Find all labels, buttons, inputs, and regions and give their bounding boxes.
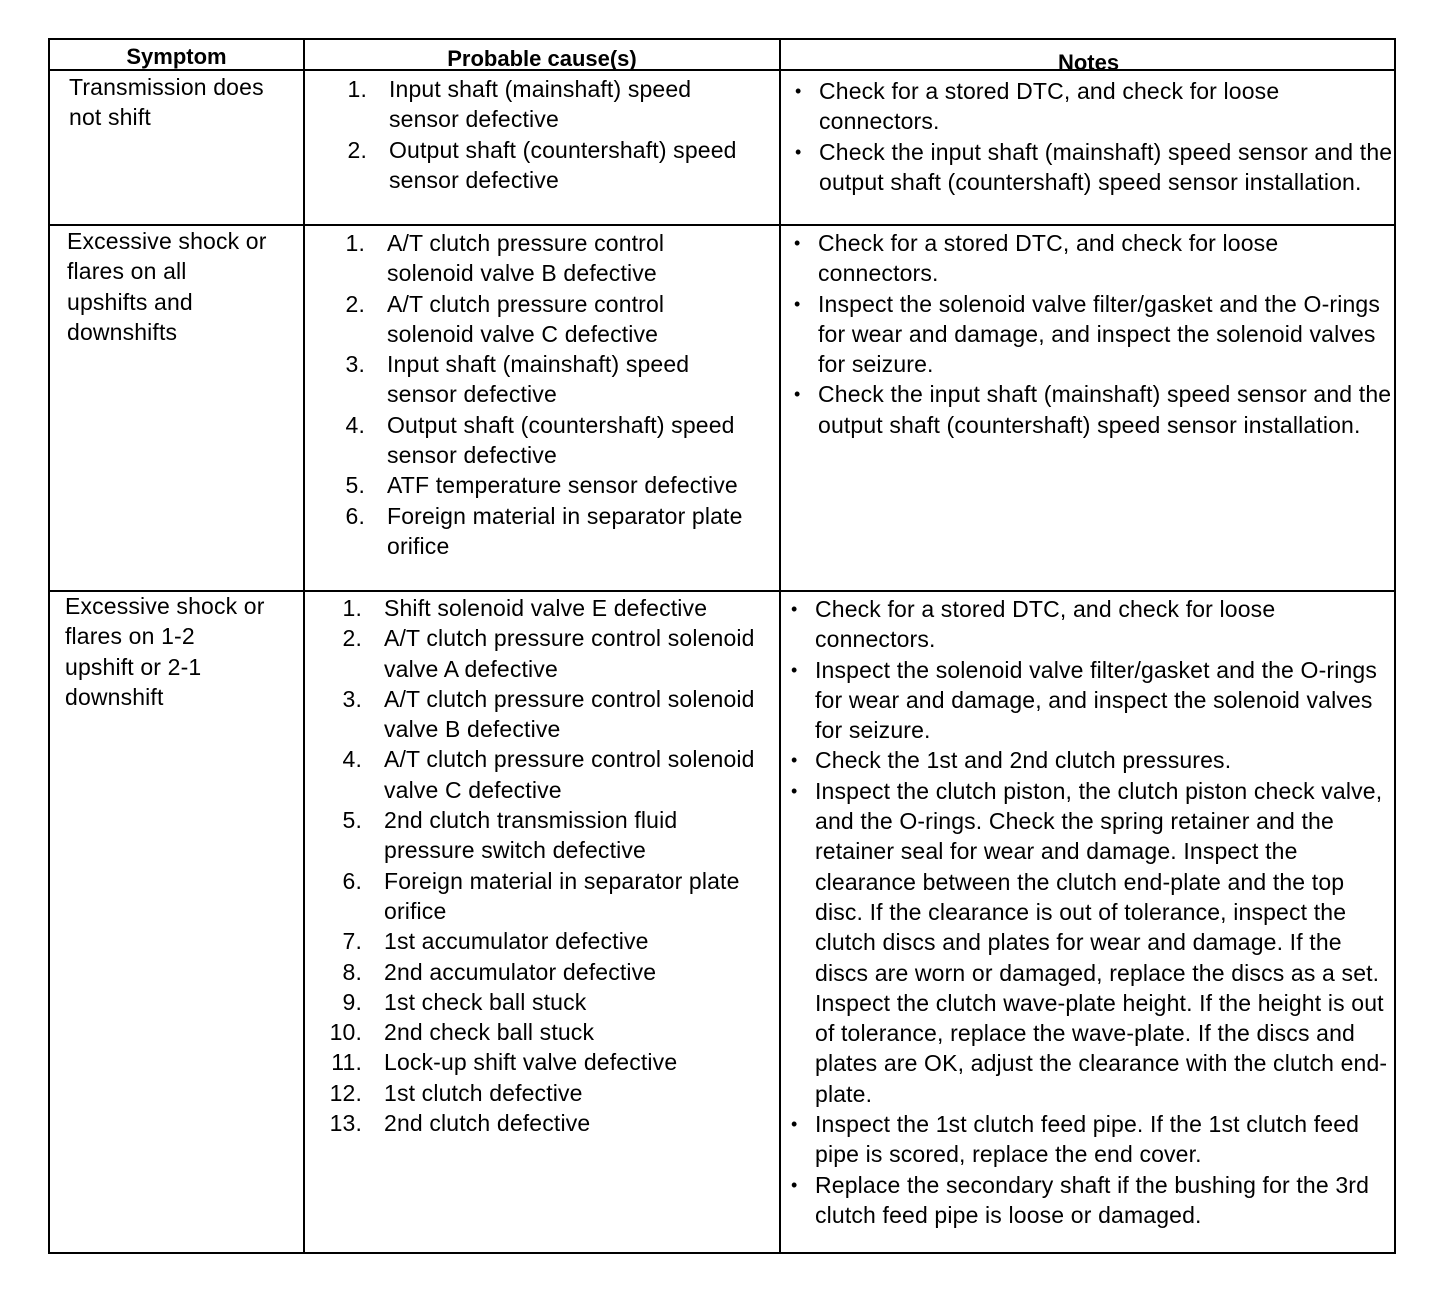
- symptom-cell: Transmission does not shift: [69, 74, 264, 131]
- cause-item: [322, 1108, 757, 1138]
- cause-number: 13.: [329, 1110, 362, 1137]
- cause-number: 5.: [342, 807, 362, 834]
- cause-item: [322, 593, 757, 623]
- cause-text: A/T clutch pressure control solenoid valve B defective: [384, 685, 755, 743]
- cause-text: Foreign material in separator plate orifice: [384, 867, 740, 924]
- cause-item: [325, 289, 755, 350]
- cause-text: Input shaft (mainshaft) speed sensor defective: [387, 351, 690, 408]
- note-text: Check for a stored DTC, and check for loose connectors.: [819, 78, 1280, 135]
- cause-number: 2.: [342, 625, 362, 652]
- cause-item: [325, 470, 755, 500]
- note-text: Check the 1st and 2nd clutch pressures.: [815, 747, 1232, 774]
- cause-number: 2.: [345, 290, 365, 317]
- cause-text: ATF temperature sensor defective: [387, 472, 738, 499]
- note-item: [789, 594, 1392, 655]
- causes-list-row-3: [322, 593, 757, 1138]
- header-symptom: Symptom: [126, 44, 227, 69]
- cause-text: Output shaft (countershaft) speed sensor defective: [389, 136, 737, 193]
- cause-item: [322, 957, 757, 987]
- note-text: Check for a stored DTC, and check for loose connectors.: [818, 230, 1279, 287]
- header-probable-causes: Probable cause(s): [447, 46, 637, 71]
- cause-number: 1.: [345, 230, 365, 256]
- cause-item: [322, 623, 757, 684]
- cause-number: 1.: [342, 595, 362, 621]
- note-text: Inspect the 1st clutch feed pipe. If the 1st clutch feed pipe is scored, replace the end cover.: [815, 1111, 1360, 1168]
- note-item: [789, 745, 1392, 775]
- note-text: Check the input shaft (mainshaft) speed sensor and the output shaft (countershaft) speed sensor installation.: [819, 138, 1393, 195]
- cause-number: 7.: [342, 928, 362, 955]
- symptom-cell: Excessive shock or flares on all upshifts and downshifts: [67, 228, 267, 345]
- note-item: [793, 137, 1393, 198]
- note-text: Inspect the solenoid valve filter/gasket and the O-rings for wear and damage, and inspect the solenoid valves for seizure.: [815, 656, 1377, 744]
- cause-text: Output shaft (countershaft) speed sensor defective: [387, 411, 735, 469]
- cause-text: A/T clutch pressure control solenoid valve B defective: [387, 230, 665, 287]
- cause-number: 12.: [329, 1079, 362, 1106]
- cause-item: [322, 866, 757, 927]
- cause-text: Shift solenoid valve E defective: [384, 595, 708, 621]
- bullet-icon: •: [795, 141, 802, 162]
- bullet-icon: •: [794, 293, 801, 314]
- cause-text: Input shaft (mainshaft) speed sensor defective: [389, 76, 692, 133]
- note-item: [793, 76, 1393, 137]
- cause-item: [322, 926, 757, 956]
- cause-number: 4.: [342, 746, 362, 773]
- bullet-icon: •: [791, 659, 798, 680]
- cause-text: A/T clutch pressure control solenoid valve A defective: [384, 625, 755, 682]
- note-text: Inspect the solenoid valve filter/gasket and the O-rings for wear and damage, and inspect the solenoid valves for seizure.: [818, 290, 1380, 378]
- cause-item: [322, 684, 757, 745]
- bullet-icon: •: [794, 384, 801, 405]
- notes-list-row-3: [789, 594, 1392, 1230]
- cause-number: 5.: [345, 472, 365, 499]
- cause-number: 8.: [342, 958, 362, 985]
- causes-list-row-2: [325, 228, 755, 561]
- note-item: [792, 379, 1392, 440]
- cause-item: [322, 1047, 757, 1077]
- note-item: [792, 289, 1392, 380]
- bullet-icon: •: [791, 1114, 798, 1135]
- note-item: [792, 228, 1392, 289]
- cause-item: [322, 1017, 757, 1047]
- cause-item: [325, 349, 755, 410]
- notes-list-row-2: [792, 228, 1392, 440]
- cause-text: A/T clutch pressure control solenoid valve C defective: [384, 746, 755, 803]
- cause-item: [325, 410, 755, 471]
- cause-number: 11.: [331, 1049, 362, 1076]
- cause-text: Lock-up shift valve defective: [384, 1049, 678, 1076]
- cause-number: 4.: [345, 411, 365, 438]
- cause-item: [327, 74, 757, 135]
- notes-list-row-1: [793, 76, 1393, 197]
- note-item: [789, 1109, 1392, 1170]
- cause-item: [322, 1078, 757, 1108]
- note-item: [789, 1170, 1392, 1231]
- symptom-cell: Excessive shock or flares on 1-2 upshift or 2-1 downshift: [65, 593, 265, 710]
- bullet-icon: •: [791, 1174, 798, 1195]
- cause-number: 3.: [342, 685, 362, 712]
- column-divider-2: [779, 40, 781, 1252]
- cause-item: [325, 228, 755, 289]
- causes-list-row-1: [327, 74, 757, 195]
- cause-item: [322, 805, 757, 866]
- note-item: [789, 776, 1392, 1109]
- cause-number: 10.: [329, 1019, 362, 1046]
- note-text: Check the input shaft (mainshaft) speed sensor and the output shaft (countershaft) speed sensor installation.: [818, 381, 1392, 438]
- cause-number: 2.: [347, 136, 367, 163]
- bullet-icon: •: [791, 750, 798, 771]
- cause-text: Foreign material in separator plate orifice: [387, 502, 743, 559]
- cause-text: 2nd clutch transmission fluid pressure switch defective: [384, 807, 678, 864]
- troubleshooting-table: [48, 38, 1396, 1254]
- header-notes: Notes: [1057, 50, 1120, 75]
- note-item: [789, 655, 1392, 746]
- cause-text: 2nd clutch defective: [384, 1110, 591, 1137]
- note-text: Check for a stored DTC, and check for loose connectors.: [815, 596, 1276, 653]
- cause-number: 9.: [342, 988, 362, 1015]
- cause-number: 6.: [342, 867, 362, 894]
- cause-text: 1st check ball stuck: [384, 988, 587, 1015]
- note-text: Replace the secondary shaft if the bushing for the 3rd clutch feed pipe is loose or damaged.: [815, 1171, 1370, 1228]
- cause-text: 1st accumulator defective: [384, 928, 649, 955]
- bullet-icon: •: [795, 81, 802, 101]
- bullet-icon: •: [791, 599, 798, 619]
- cause-text: 1st clutch defective: [384, 1079, 583, 1106]
- cause-text: 2nd accumulator defective: [384, 958, 657, 985]
- cause-number: 6.: [345, 502, 365, 529]
- cause-number: 3.: [345, 351, 365, 378]
- cause-item: [322, 744, 757, 805]
- note-text: Inspect the clutch piston, the clutch piston check valve, and the O-rings. Check the spring retainer and the retainer seal for wear and damage. Inspect the clearance between the clutch end-plate and the top disc. If the clearance is out of tolerance, inspect the clutch discs and plates for wear and damage. If the discs are worn or damaged, replace the discs as a set. Inspect the clutch wave-plate height. If the height is out of tolerance, replace the wave-plate. If the discs and plates are OK, adjust the clearance with the clutch end-plate.: [815, 777, 1388, 1107]
- column-divider-1: [303, 40, 305, 1252]
- cause-item: [325, 501, 755, 562]
- cause-text: A/T clutch pressure control solenoid valve C defective: [387, 290, 665, 347]
- cause-number: 1.: [347, 76, 367, 102]
- cause-item: [322, 987, 757, 1017]
- cause-item: [327, 135, 757, 196]
- cause-text: 2nd check ball stuck: [384, 1019, 595, 1046]
- bullet-icon: •: [791, 780, 798, 801]
- bullet-icon: •: [794, 233, 801, 253]
